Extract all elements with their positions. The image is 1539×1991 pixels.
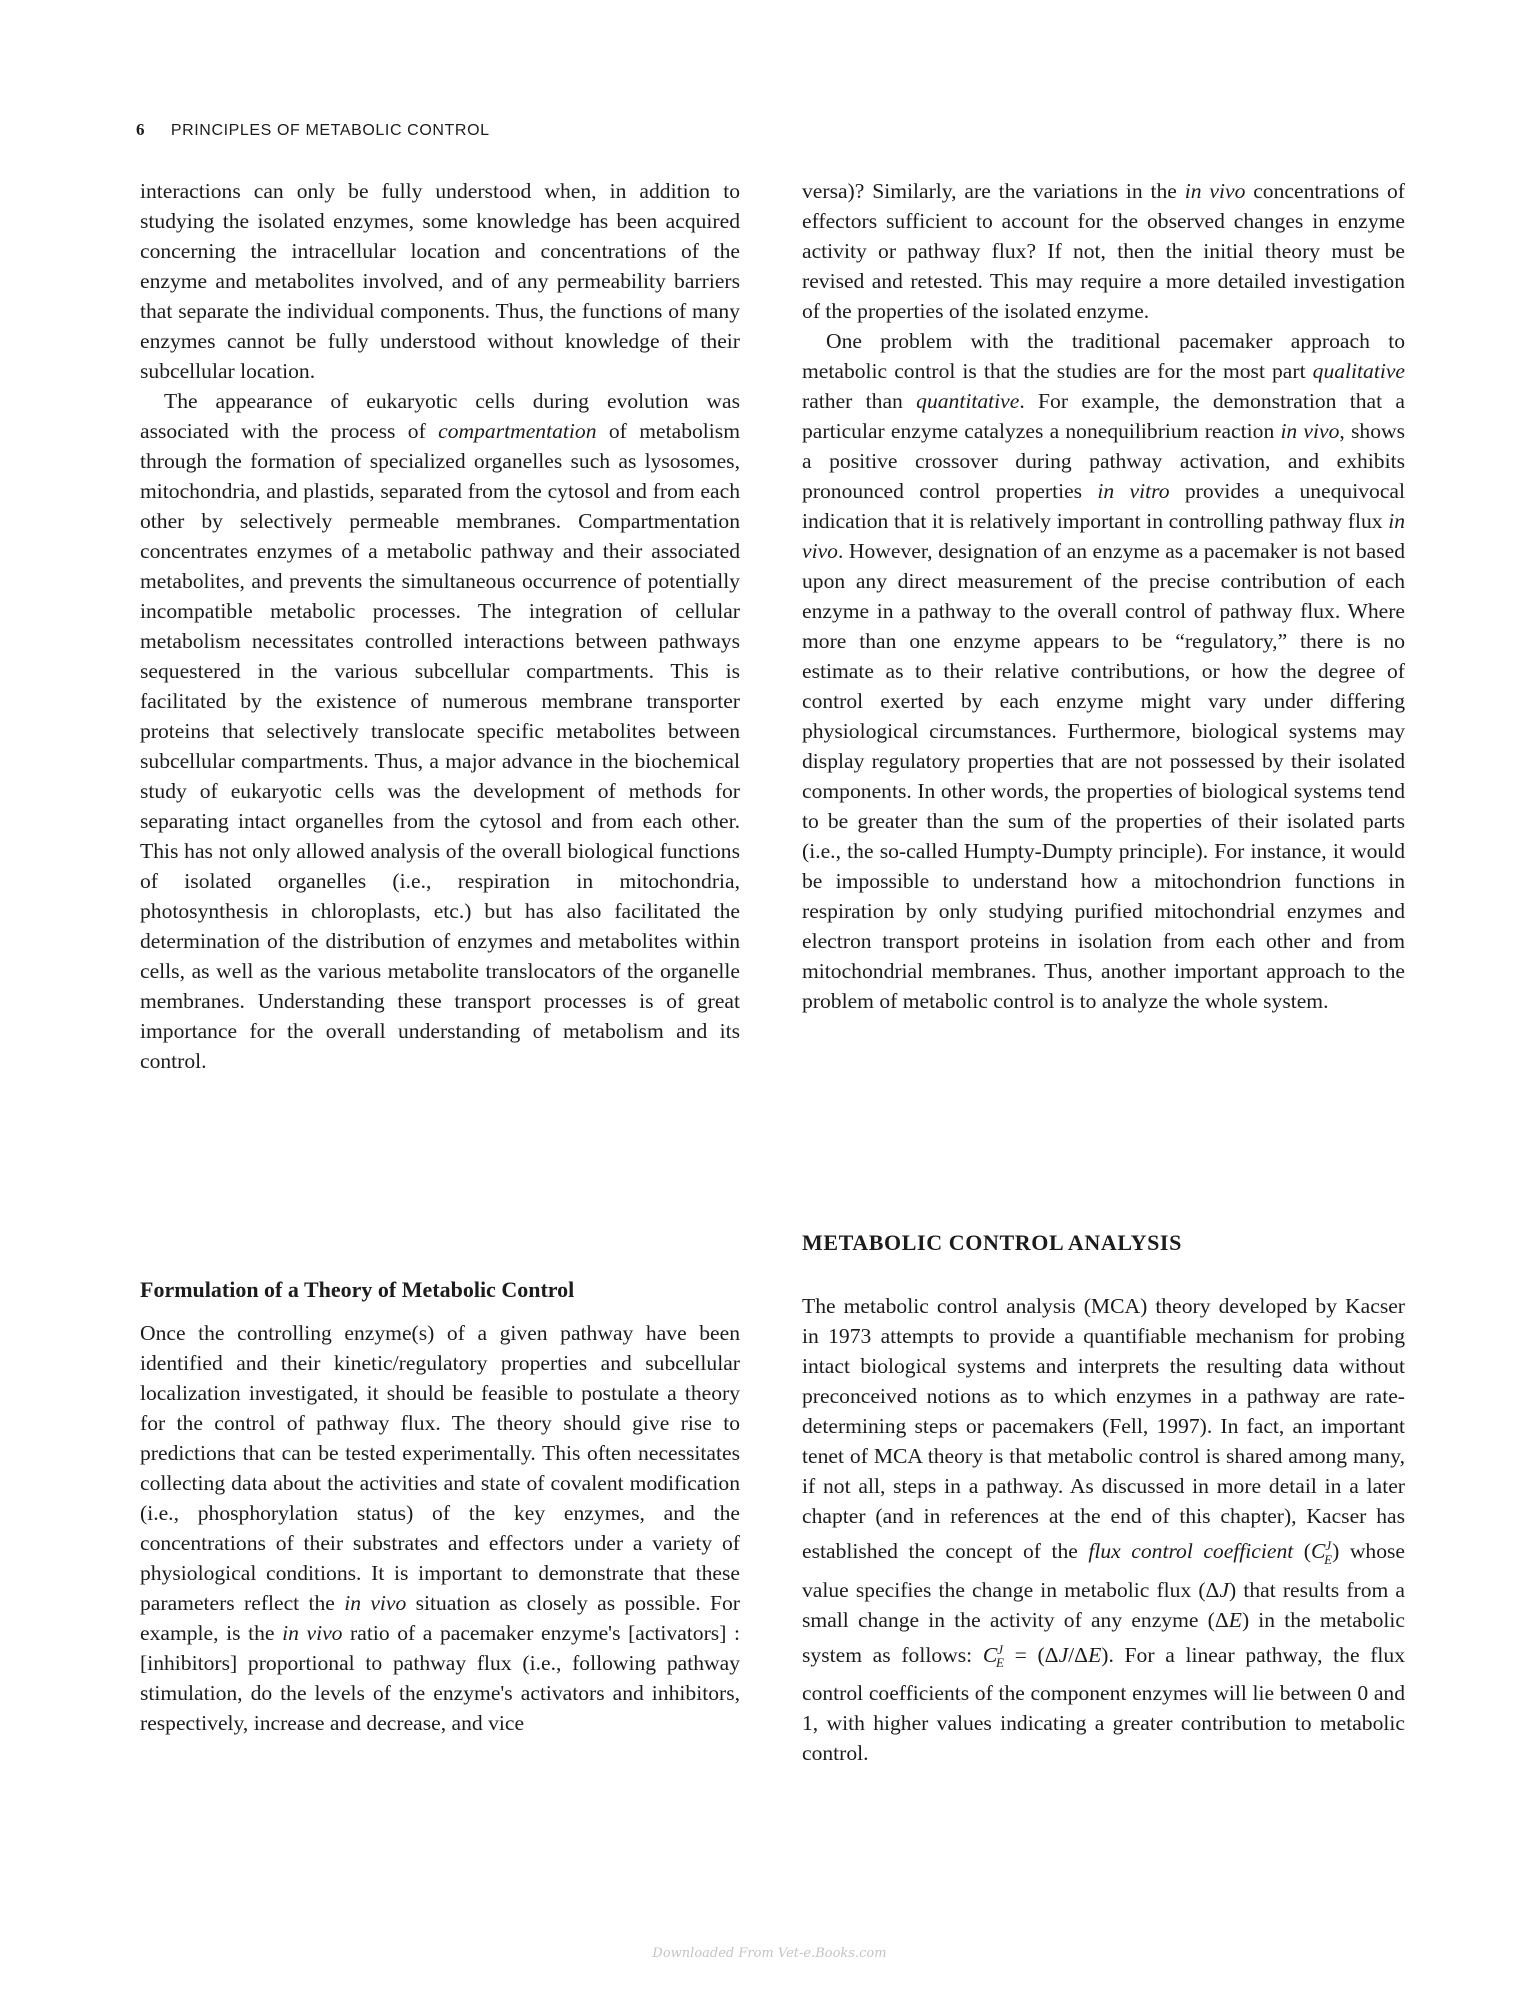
right-column <box>802 176 1405 1016</box>
paragraph-pacemaker: One problem with the traditional pacemaker approach to metabolic control is that the studies are for the most part qualitative rather than quantitative. For example, the demonstration that a particular enzyme catalyzes a nonequilibrium reaction in vivo, shows a positive crossover during pathway activation, and exhibits pronounced control properties in vitro provides a unequivocal indication that it is relatively important in controlling pathway flux in vivo. However, designation of an enzyme as a pacemaker is not based upon any direct measurement of the precise contribution of each enzyme in a pathway to the overall control of pathway flux. Where more than one enzyme appears to be “regulatory,” there is no estimate as to their relative contributions, or how the degree of control exerted by each enzyme might vary under differing physiological circumstances. Furthermore, biological systems may display regulatory properties that are not possessed by their isolated components. In other words, the properties of biological systems tend to be greater than the sum of the properties of their isolated parts (i.e., the so-called Humpty-Dumpty principle). For instance, it would be impossible to understand how a mitochondrion functions in respiration by only studying purified mitochondrial enzymes and electron transport proteins in isolation from each other and from mitochondrial membranes. Thus, another important approach to the problem of metabolic control is to analyze the whole system. <box>802 329 1405 1013</box>
paragraph-theory: Once the controlling enzyme(s) of a given pathway have been identified and their kinetic/regulatory properties and subcellular localization investigated, it should be feasible to postulate a theory for the control of pathway flux. The theory should give rise to predictions that can be tested experimentally. This often necessitates collecting data about the activities and state of covalent modification (i.e., phosphorylation status) of the key enzymes, and the concentrations of their substrates and effectors under a variety of physiological conditions. It is important to demonstrate that these parameters reflect the in vivo situation as closely as possible. For example, is the in vivo ratio of a pacemaker enzyme's [activators] : [inhibitors] proportional to pathway flux (i.e., following pathway stimulation, do the levels of the enzyme's activators and inhibitors, respectively, increase and decrease, and vice <box>140 1321 740 1735</box>
running-title: PRINCIPLES OF METABOLIC CONTROL <box>170 122 490 139</box>
paragraph-compartmentation: The appearance of eukaryotic cells during evolution was associated with the process of compartmentation of metabolism through the formation of specialized organelles such as lysosomes, mitochondria, and plastids, separated from the cytosol and from each other by selectively permeable membranes. Compartmentation concentrates enzymes of a metabolic pathway and their associated metabolites, and prevents the simultaneous occurrence of potentially incompatible metabolic processes. The integration of cellular metabolism necessitates controlled interactions between pathways sequestered in the various subcellular compartments. This is facilitated by the existence of numerous membrane transporter proteins that selectively translocate specific metabolites between subcellular compartments. Thus, a major advance in the biochemical study of eukaryotic cells was the development of methods for separating intact organelles from the cytosol and from each other. This has not only allowed analysis of the overall biological functions of isolated organelles (i.e., respiration in mitochondria, photosynthesis in chloroplasts, etc.) but has also facilitated the determination of the distribution of enzymes and metabolites within cells, as well as the various metabolite translocators of the organelle membranes. Understanding these transport processes is of great importance for the overall understanding of metabolism and its control. <box>140 389 741 1073</box>
paragraph-continued: interactions can only be fully understood when, in addition to studying the isolated enzymes, some knowledge has been acquired concerning the intracellular location and concentrations of the enzyme and metabolites involved, and of any permeability barriers that separate the individual components. Thus, the functions of many enzymes cannot be fully understood without knowledge of their subcellular location. <box>140 179 740 383</box>
download-watermark: Downloaded From Vet-e.Books.com <box>652 1946 887 1961</box>
left-column-lower <box>140 1318 740 1738</box>
section-heading: METABOLIC CONTROL ANALYSIS <box>802 1230 1182 1255</box>
running-header <box>136 120 490 140</box>
right-column-lower <box>802 1291 1405 1768</box>
left-column <box>140 176 740 1076</box>
paragraph-mca: The metabolic control analysis (MCA) theory developed by Kacser in 1973 attempts to provide a quantifiable mechanism for probing intact biological systems and interprets the resulting data without preconceived notions as to which enzymes in a pathway are rate-determining steps or pacemakers (Fell, 1997). In fact, an important tenet of MCA theory is that metabolic control is shared among many, if not all, steps in a pathway. As discussed in more detail in a later chapter (and in references at the end of this chapter), Kacser has established the concept of the flux control coefficient $(C^J_E)$ whose value specifies the change in metabolic flux (ΔJ) that results from a small change in the activity of any enzyme (ΔE) in the metabolic system as follows: $C^J_E = (\Delta J/\Delta E)$. For a linear pathway, the flux control coefficients of the component enzymes will lie between 0 and 1, with higher values indicating a greater contribution to metabolic control. <box>802 1294 1406 1765</box>
subsection-heading: Formulation of a Theory of Metabolic Control <box>140 1277 575 1302</box>
page-number: 6 <box>136 120 145 139</box>
paragraph-versa: versa)? Similarly, are the variations in the in vivo concentrations of effectors sufficient to account for the observed changes in enzyme activity or pathway flux? If not, then the initial theory must be revised and retested. This may require a more detailed investigation of the properties of the isolated enzyme. <box>802 179 1405 323</box>
